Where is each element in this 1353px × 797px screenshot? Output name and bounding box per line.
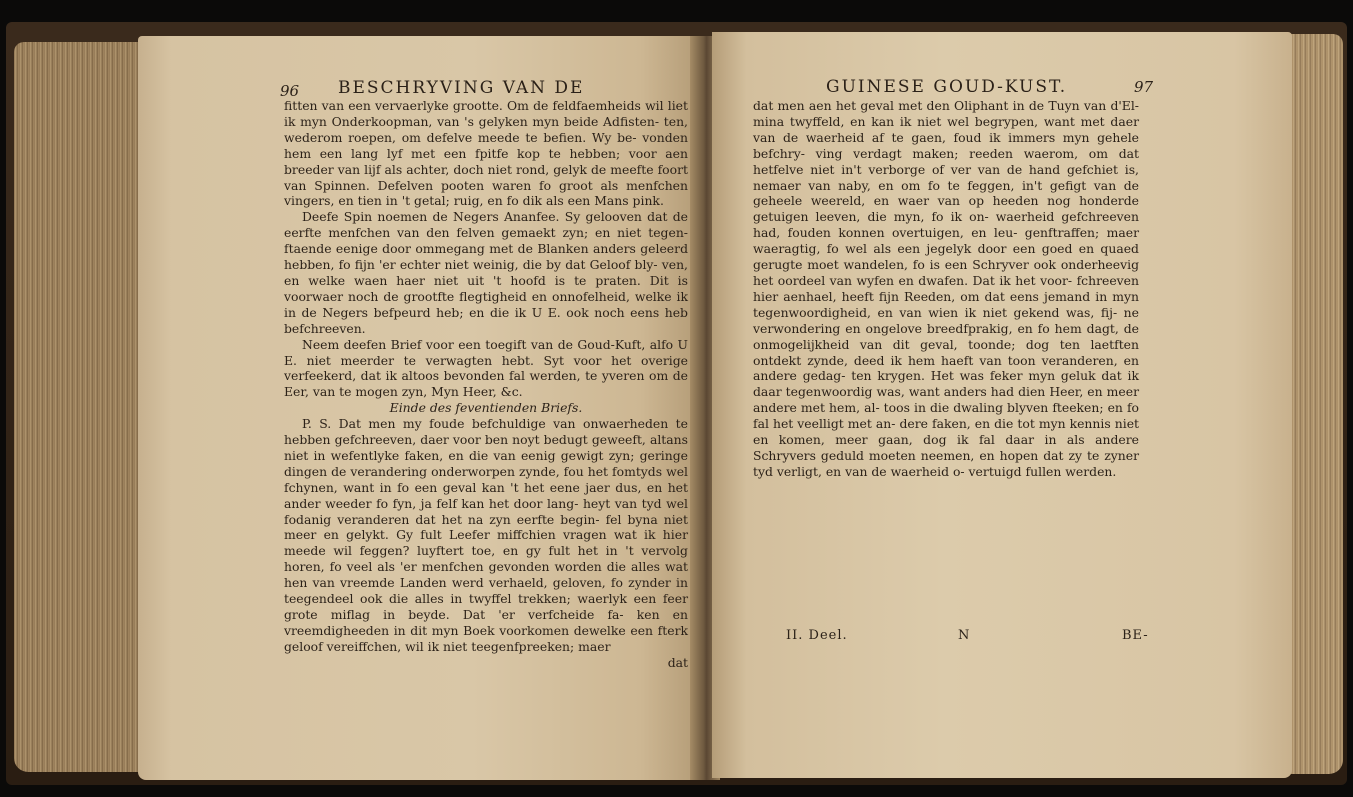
paragraph: fitten van een vervaerlyke grootte. Om de feldfaemheids wil liet ik myn Onderkoopman, van 's gelyken myn beide Adfisten- ten, wederom roepen, om defelve meede te befien. Wy be- vonden hem een lang lyf met een fpitfe kop te hebben; voor aen breeder van lijf als achter, doch niet rond, gelyk de meefte foort van Spinnen. Defelven pooten waren fo groot als menfchen vingers, en tien in 't getal; ruig, en fo dik als een Mans pink. [284, 98, 688, 209]
catchword: dat [667, 654, 688, 670]
chapter-end-heading: Einde des feventienden Briefs. [389, 400, 583, 416]
paragraph: Deefe Spin noemen de Negers Ananfee. Sy gelooven dat de eerfte menfchen van den felven gemaekt zyn; en niet tegen- ftaende eenige door ommegang met de Blanken anders geleerd hebben, fo fijn 'er echter niet weinig, die by dat Geloof bly- ven, en welke waen haer niet uit 't hoofd is te praten. Dit is voorwaer noch de grootfte flegtigheid en onnofelheid, welke ik in de Negers befpeurd heb; en die ik U E. ook noch eens heb befchreeven. [284, 209, 688, 336]
left-page-text [284, 98, 688, 671]
right-page [712, 32, 1292, 778]
catchword: BE- [1122, 628, 1149, 643]
left-page [138, 36, 696, 780]
right-running-head: GUINESE GOUD-KUST. [826, 77, 1068, 97]
left-page-number: 96 [280, 82, 300, 100]
page-edges-right [1287, 34, 1343, 774]
postscript: P. S. Dat men my foude befchuldige van onwaerheden te hebben gefchreeven, daer voor ben noyt bedugt geweeft, altans niet in wefentlyke faken, en die van eenig gewigt zyn; geringe dingen de verandering onderworpen zynde, fou het fomtyds wel fchynen, want in fo een geval kan 't het eene jaer dus, en het ander weeder fo fyn, ja felf kan het door lang- heyt van tyd wel fodanig veranderen dat het na zyn eerfte begin- fel byna niet meer en gelykt. Gy fult Leefer miffchien vragen wat ik hier meede wil feggen? luyftert toe, en gy fult het in 't vervolg horen, fo veel als 'er menfchen gevonden worden die alles wat hen van vreemde Landen werd verhaeld, geloven, fo zynder in teegendeel ook die alles in twyffel trekken; waerlyk een feer grote miflag in beyde. Dat 'er verfcheide fa- ken en vreemdigheeden in dit myn Boek voorkomen dewelke een fterk geloof vereiffchen, wil ik niet teegenfpreeken; maer [284, 416, 688, 654]
paragraph: dat men aen het geval met den Oliphant in de Tuyn van d'El- mina twyffeld, en kan ik niet wel begrypen, want met daer van de waerheid af te gaen, foud ik immers myn gehele befchry- ving verdagt maken; reeden waerom, om dat hetfelve niet in't verborge of ver van de hand gefchiet is, nemaer van naby, en om fo te feggen, in't gefigt van de geheele weereld, en waer van op heeden nog honderde getuigen leeven, die myn, fo ik on- waerheid gefchreeven had, fouden konnen overtuigen, en leu- genftraffen; maer waeragtig, fo wel als een jegelyk door een goed en quaed gerugte moet wandelen, fo is een Schryver ook onderheevig het oordeel van wyfen en dwafen. Dat ik het voor- fchreeven hier aenhael, heeft fijn Reeden, om dat eens jemand in myn tegenwoordigheid, en van wien ik niet gekend was, fij- ne verwondering en ongelove breedfprakig, en fo hem dagt, de onmogelijkheid van dit geval, toonde; dog ten laetften ontdekt zynde, deed ik hem haeft van toon veranderen, en andere gedag- ten krygen. Het was feker myn geluk dat ik daar tegenwoordig was, want anders had dien Heer, en meer andere met hem, al- toos in die dwaling blyven fteeken; en fo fal het veelligt met an- dere faken, en die tot myn kennis niet en komen, meer gaan, dog ik fal daar in als andere Schryvers geduld moeten neemen, en hopen dat zy te zyner tyd verligt, en van de waerheid o- vertuigd fullen werden. [753, 98, 1139, 479]
left-running-head: BESCHRYVING VAN DE [338, 78, 585, 98]
right-page-number: 97 [1134, 78, 1154, 96]
volume-label: II. Deel. [786, 628, 848, 643]
paragraph: Neem deefen Brief voor een toegift van de Goud-Kuft, alfo U E. niet meerder te verwagten hebt. Syt voor het overige verfeekerd, dat ik altoos bevonden fal werden, te yveren om de Eer, van te mogen zyn, Myn Heer, &c. [284, 336, 688, 400]
right-page-text [753, 98, 1139, 480]
page-edges-left [14, 42, 142, 772]
signature-mark: N [958, 628, 971, 643]
